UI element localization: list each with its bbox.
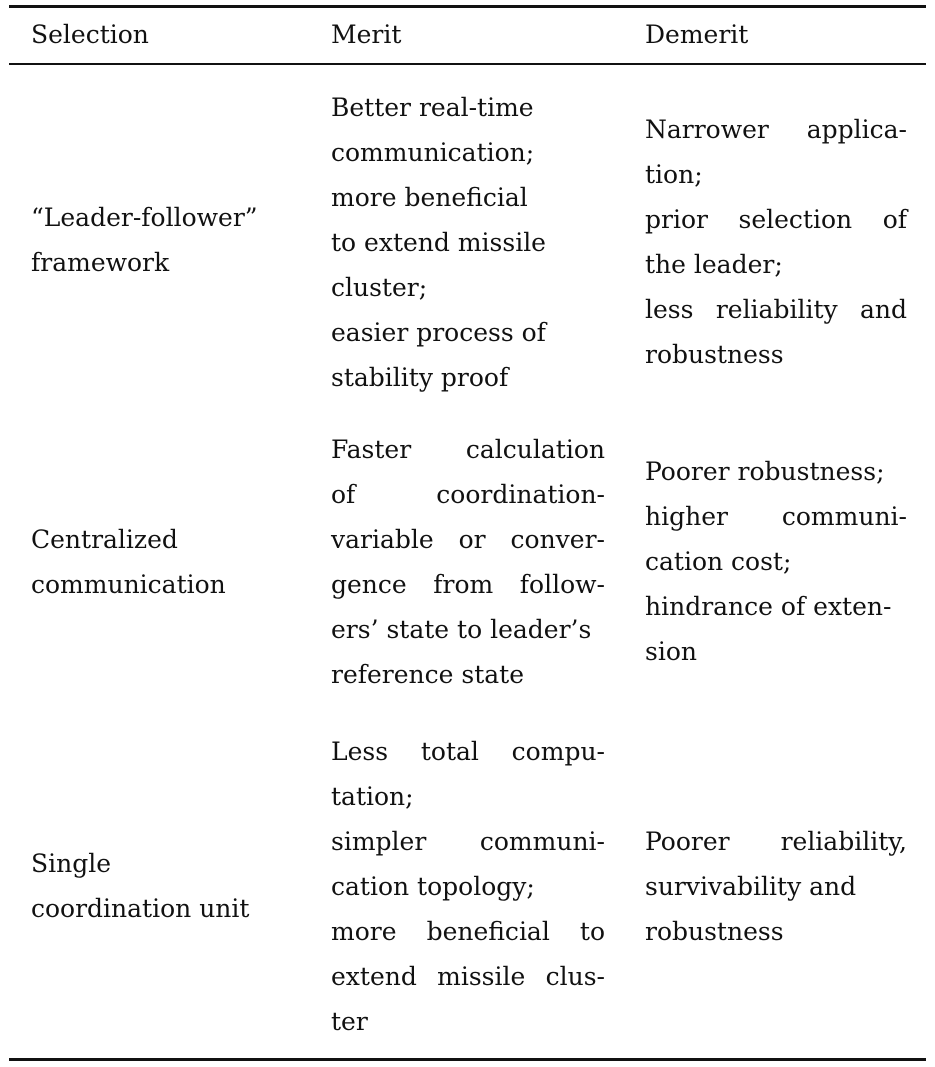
row-3-merit-line-7: ter [331,1007,368,1036]
row-2-demerit-line-4: hindrance of exten- [645,592,892,621]
header-selection: Selection [31,20,149,49]
row-3-demerit-line-1: Poorer reliability, [645,827,907,856]
row-1-merit-line-4: to extend missile [331,228,546,257]
row-1-demerit-line-2: tion; [645,160,703,189]
row-2-demerit-line-3: cation cost; [645,547,792,576]
row-2-selection-line-1: Centralized [31,525,178,554]
row-2-demerit-line-2: higher communi- [645,502,907,531]
row-1-merit-line-3: more beneficial [331,183,528,212]
row-1-demerit-line-6: robustness [645,340,784,369]
row-3-selection [31,841,311,931]
row-2-merit-line-4: gence from follow- [331,570,605,599]
row-3-merit [331,729,605,1044]
row-3-merit-line-6: extend missile clus- [331,962,605,991]
row-2-merit-line-2: of coordination- [331,480,605,509]
row-3-demerit-line-2: survivability and [645,872,857,901]
row-1-demerit-line-1: Narrower applica- [645,115,907,144]
row-3-merit-line-1: Less total compu- [331,737,605,766]
row-2-demerit-line-1: Poorer robustness; [645,457,885,486]
row-1-merit-line-1: Better real-time [331,93,534,122]
row-1-demerit-line-4: the leader; [645,250,783,279]
row-3-demerit-line-3: robustness [645,917,784,946]
row-1-demerit-line-5: less reliability and [645,295,907,324]
header-demerit: Demerit [645,20,749,49]
row-1-demerit [645,107,907,377]
row-3-merit-line-2: tation; [331,782,414,811]
row-3-selection-line-2: coordination unit [31,894,250,923]
row-2-merit [331,427,605,697]
row-3-merit-line-4: cation topology; [331,872,535,901]
row-1-merit-line-6: easier process of [331,318,546,347]
row-2-merit-line-6: reference state [331,660,525,689]
row-2-merit-line-5: ers’ state to leader’s [331,615,592,644]
row-1-merit-line-5: cluster; [331,273,428,302]
row-2-demerit-line-5: sion [645,637,697,666]
row-1-selection [31,195,311,285]
table-bottom-rule [9,1058,926,1061]
row-1-merit-line-2: communication; [331,138,535,167]
row-3-merit-line-3: simpler communi- [331,827,605,856]
header-merit: Merit [331,20,402,49]
row-1-demerit-line-3: prior selection of [645,205,907,234]
table-header-rule [9,63,926,65]
row-2-merit-line-1: Faster calculation [331,435,605,464]
row-2-selection-line-2: communication [31,570,226,599]
table-header-row [9,8,926,63]
row-3-merit-line-5: more beneficial to [331,917,605,946]
row-1-selection-line-2: framework [31,248,170,277]
row-3-selection-line-1: Single [31,849,112,878]
row-2-selection [31,517,311,607]
row-2-demerit [645,449,907,674]
row-1-merit [331,85,605,400]
row-1-merit-line-7: stability proof [331,363,509,392]
row-3-demerit [645,819,907,954]
row-1-selection-line-1: “Leader-follower” [31,203,258,232]
comparison-table [9,5,926,1061]
row-2-merit-line-3: variable or conver- [331,525,605,554]
